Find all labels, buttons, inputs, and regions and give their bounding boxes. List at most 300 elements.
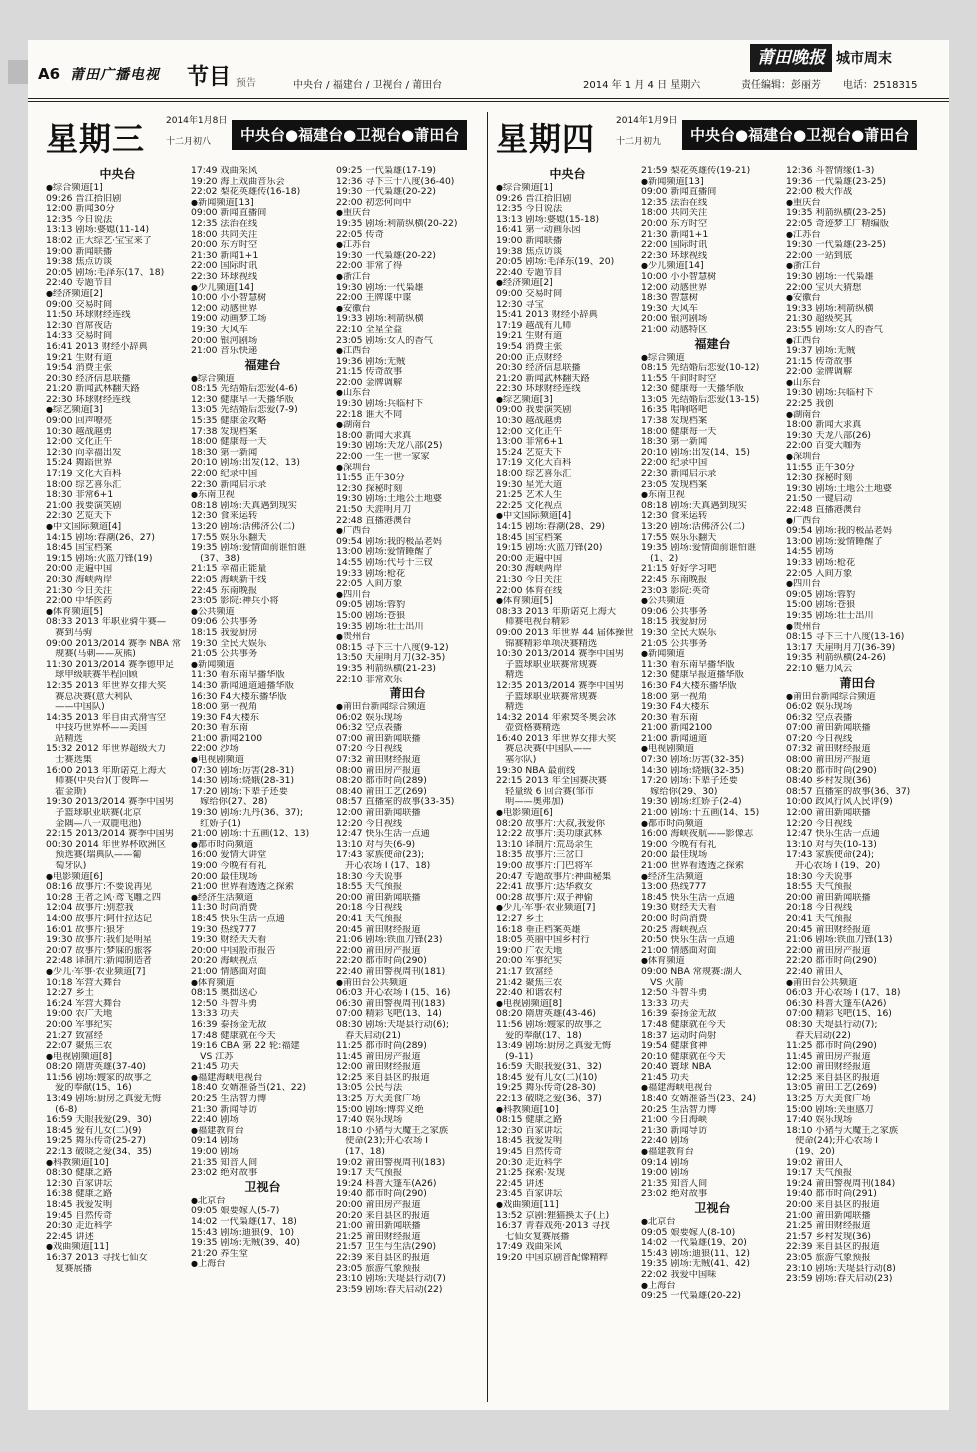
program-entry: 21:45 功夫 xyxy=(191,1062,239,1073)
program-entry: 17:19 文化大百科 xyxy=(46,469,122,480)
channel-heading: ● 中文国际频道[4] xyxy=(46,522,189,533)
program-entry: 17:20 剧场:下辈子还要 xyxy=(191,786,288,797)
program-entry: 14:33 交易时间 xyxy=(46,331,113,342)
program-entry: 18:00 共同关注 xyxy=(191,229,258,240)
brand-subtitle: 城市周末 xyxy=(836,51,892,67)
program-entry: 20:45 莆田财经报道 xyxy=(336,924,421,935)
program-entry: 08:15 寻下三十八度(9-12) xyxy=(336,642,449,653)
day-lunar-date: 十二月初九 xyxy=(616,137,662,147)
program-entry: 15:24 艺览天下 xyxy=(496,447,563,458)
program-entry: 19:30 全民大娱乐 xyxy=(641,627,717,638)
day-date: 2014年1月8日 xyxy=(166,116,228,126)
program-entry: 20:30 看东南 xyxy=(641,712,698,723)
program-entry: 00:28 故事片:双子神偷 xyxy=(496,892,593,903)
program-entry: 19:30 F4大楼东 xyxy=(641,702,710,713)
program-entry: 15:32 2012 年世界超级大力 xyxy=(46,744,167,755)
program-entry: 21:25 艺术人生 xyxy=(496,490,563,501)
channel-heading: ● 四川台 xyxy=(336,590,479,601)
program-entry: 11:55 正午30分 xyxy=(786,462,855,473)
program-entry: 17:48 健康就在今天 xyxy=(641,1019,726,1030)
program-entry: 22:00 中华医药 xyxy=(46,596,113,607)
program-entry: 09:26 晋江拾旧剧 xyxy=(496,193,572,204)
channel-heading: ● 山东台 xyxy=(336,388,479,399)
program-entry: 22:05 入间万象 xyxy=(786,568,853,579)
program-entry: 22:30 环球视线 xyxy=(641,250,708,261)
channel-heading: ● 综合频道 xyxy=(641,353,784,364)
program-entry: 12:00 莆田新闻联播 xyxy=(786,808,871,819)
program-entry: 22:40 莆田警视周刊(181) xyxy=(336,966,446,977)
program-entry: 20:18 今日视线 xyxy=(336,903,403,914)
program-entry: 06:32 空点表播 xyxy=(786,712,853,723)
program-entry: 22:45 讲述 xyxy=(496,1178,544,1189)
program-entry: 20:10 剧场:出发(12、13) xyxy=(191,458,300,469)
program-entry: 22:45 东南晚报 xyxy=(191,585,258,596)
program-entry: 20:25 生活智力博 xyxy=(641,1104,717,1115)
program-entry: 师赛电视台精彩 xyxy=(496,617,570,628)
channel-heading: ● 江苏台 xyxy=(786,230,929,241)
program-entry: 20:00 军事纪实 xyxy=(496,956,563,967)
program-entry: 22:00 宝贝大猜想 xyxy=(786,282,862,293)
program-entry: 17:43 家族使命(23); xyxy=(336,850,425,861)
program-entry: 22:18 谁大不同 xyxy=(336,409,403,420)
listing-column xyxy=(786,166,929,1285)
program-entry: 21:15 好好学习吧 xyxy=(641,564,717,575)
page-header xyxy=(28,40,949,102)
program-entry: 19:35 剧场:爱情面前谁怕谁 xyxy=(641,543,757,554)
program-entry: 14:32 2014 年索契冬奥会冰 xyxy=(496,712,617,723)
program-entry: 12:35 2013 年世界女排大奖 xyxy=(46,680,167,691)
channel-heading: ● 莆田台公共频道 xyxy=(786,978,929,989)
program-entry: 22:39 来自县区的报道 xyxy=(786,1242,880,1253)
program-entry: 16:41 第一动画乐园 xyxy=(496,225,581,236)
program-entry: 21:30 新闻导访 xyxy=(641,1125,708,1136)
channel-heading: ● 贵州台 xyxy=(786,622,929,633)
program-entry: 10:00 政风行风人民评(9) xyxy=(786,797,893,808)
program-entry: 21:20 养生堂 xyxy=(191,1248,248,1259)
editor-phone: 电话：2518315 xyxy=(843,80,918,91)
program-entry: 23:02 绝对故事 xyxy=(191,1168,258,1179)
channel-heading: ● 戏曲频道[11] xyxy=(496,1200,639,1211)
program-entry: 10:28 王者之风·鸢飞雕之四 xyxy=(46,892,162,903)
program-entry: 22:00 金牌调解 xyxy=(786,367,853,378)
program-entry: 18:10 小猪与大魔王之家族 xyxy=(786,1125,899,1136)
program-entry: 19:35 剧场:爱情面前谁怕谁 xyxy=(191,543,307,554)
program-entry: 精选 xyxy=(496,702,524,713)
program-entry: 16:00 海峡夜航——影像志 xyxy=(641,829,754,840)
program-entry: 20:47 专题故事片:神曲秘集 xyxy=(496,871,612,882)
program-entry: 12:30 食来运转 xyxy=(641,511,708,522)
program-entry: 22:00 纪录中国 xyxy=(641,458,708,469)
section-subtitle: 预告 xyxy=(236,78,256,89)
station-heading: 中央台 xyxy=(99,167,136,181)
program-entry: 15:24 舞蹈世界 xyxy=(46,458,113,469)
program-entry: 22:00 体育在线 xyxy=(496,585,563,596)
program-entry: 08:20 隋唐英雄(37-40) xyxy=(46,1062,147,1073)
program-entry: 精选 xyxy=(496,670,524,681)
station-heading: 卫视台 xyxy=(694,1201,731,1215)
program-entry: 09:05 剧场:蓉豹 xyxy=(786,589,856,600)
channel-heading: ● 广西台 xyxy=(786,516,929,527)
program-entry: 16:37 2013 寻找七仙女 xyxy=(46,1252,148,1263)
program-entry: 21:00 世界看透透之探索 xyxy=(641,861,744,871)
program-entry: 12:30 向幸福出发 xyxy=(46,447,122,458)
channel-heading: ● 公共频道 xyxy=(641,596,784,607)
day-divider xyxy=(487,112,488,1402)
channel-heading: ● 体育频道[5] xyxy=(496,596,639,607)
program-entry: 预选赛(瑞典队——葡 xyxy=(46,850,142,861)
program-entry: 12:22 故事片:美功康武林 xyxy=(496,829,602,840)
channel-heading: ● 少儿频道[14] xyxy=(641,261,784,272)
program-entry: 16:00 2013 年斯诺克上海大 xyxy=(46,765,167,776)
program-entry: 19:30 一代枭雄(20-22) xyxy=(336,187,437,198)
program-entry: 19:40 都市时尚(291) xyxy=(786,1189,877,1200)
channel-heading: ● 山东台 xyxy=(786,378,929,389)
program-entry: 22:15 2013 年全国赛决赛 xyxy=(496,776,607,787)
program-entry: 11:55 午间时时空 xyxy=(641,373,717,384)
program-entry: 20:00 走遍中国 xyxy=(46,564,113,575)
program-entry: 子篮球职业联赛常规赛 xyxy=(496,691,598,702)
program-entry: 12:25 来自县区的报道 xyxy=(336,1072,430,1083)
program-entry: 07:32 莆田财经报道 xyxy=(336,755,421,766)
program-entry: 22:00 王牌谍中谍 xyxy=(336,293,412,304)
program-entry: 20:00 银河剧场 xyxy=(641,314,708,325)
program-entry: 21:15 传奇故事 xyxy=(786,356,853,367)
program-entry: 16:40 2013 年世界女排大奖 xyxy=(496,733,617,744)
channel-heading: ● 少儿·军事·农业频道[7] xyxy=(496,903,639,914)
program-entry: 20:07 故事片:梦寐的旅客 xyxy=(46,945,152,956)
program-entry: 19:30 剧场:兵临村下 xyxy=(786,388,874,399)
program-entry: 22:15 2013/2014 赛季中国男 xyxy=(46,829,175,840)
program-entry: 霍金斯) xyxy=(46,786,87,797)
program-entry: 21:15 幸福正能量 xyxy=(191,564,267,575)
program-entry: 13:00 热线777 xyxy=(641,882,707,893)
program-entry: 13:05 先结婚后恋爱(7-9) xyxy=(191,405,298,416)
channel-heading: ● 福建教育台 xyxy=(641,1147,784,1158)
program-entry: 09:06 公共事务 xyxy=(641,606,708,617)
program-entry: 07:30 剧场:厉害(32-35) xyxy=(641,755,745,766)
channel-heading: ● 公共频道 xyxy=(191,607,334,618)
program-entry: 20:30 走近科学 xyxy=(46,1221,113,1232)
program-entry: 17:49 戏曲采风 xyxy=(496,1242,563,1253)
program-entry: 16:24 军营大舞台 xyxy=(46,998,122,1009)
program-entry: 14:15 剧场:春潮(26、27) xyxy=(46,532,155,543)
program-entry: 21:27 致富经 xyxy=(46,1030,103,1041)
program-entry: 18:30 非常6+1 xyxy=(46,490,114,501)
program-entry: 萄牙队) xyxy=(46,861,87,871)
program-entry: 21:45 功夫 xyxy=(641,1072,689,1083)
program-entry: 21:30 新闻1+1 xyxy=(641,229,709,240)
program-entry: 23:02 绝对故事 xyxy=(641,1189,708,1200)
program-entry: (19、20) xyxy=(786,1147,835,1158)
program-entry: 20:25 生活智力博 xyxy=(191,1094,267,1105)
program-entry: 13:20 剧场:活佛济公(二) xyxy=(641,522,745,532)
program-entry: 09:00 2013/2014 赛季 NBA 常 xyxy=(46,638,182,649)
program-entry: 17:40 娱乐现场 xyxy=(786,1115,853,1126)
channel-heading: ● 新闻频道 xyxy=(641,649,784,660)
channel-heading: ● 都市时尚频道 xyxy=(641,819,784,830)
program-entry: 20:00 最佳现场 xyxy=(641,850,708,861)
channel-heading: ● 新闻频道 xyxy=(191,660,334,671)
program-entry: 17:19 文化大百科 xyxy=(496,458,572,469)
program-entry: 12:30 寻宝 xyxy=(496,299,544,310)
program-entry: 18:40 女婿准备当(21、22) xyxy=(191,1083,307,1094)
program-entry: 20:30 经济信息联播 xyxy=(46,373,131,384)
program-entry: 19:00 故事片:门巴将军 xyxy=(496,861,593,871)
program-entry: 23:05 发现档案 xyxy=(641,479,708,490)
program-entry: 18:30 智慧树 xyxy=(641,293,698,304)
program-entry: 21:50 一键启动 xyxy=(786,494,853,505)
program-entry: 19:16 CBA 第 22 轮:福建 xyxy=(191,1041,300,1052)
program-entry: 15:00 剧场:关重感刀 xyxy=(786,1104,874,1115)
program-entry: 09:00 交易时间 xyxy=(46,299,113,310)
listing-column xyxy=(496,166,639,1264)
program-entry: 22:07 聚焦三农 xyxy=(46,1041,113,1052)
program-entry: 18:10 小猪与大魔王之家族 xyxy=(336,1125,449,1136)
program-entry: 明——奥弗加) xyxy=(496,797,564,808)
program-entry: 14:15 剧场:春潮(28、29) xyxy=(496,522,605,532)
program-entry: 13:00 非常6+1 xyxy=(496,437,564,448)
channel-heading: ● 安徽台 xyxy=(786,293,929,304)
program-entry: 21:00 新闻2100 xyxy=(641,723,713,734)
station-heading: 福建台 xyxy=(244,357,281,372)
channel-heading: ● 综艺频道[3] xyxy=(496,395,639,406)
channel-heading: ● 江苏台 xyxy=(336,240,479,251)
program-entry: 12:35 法治在线 xyxy=(191,218,258,229)
program-entry: 12:30 探秘时刻 xyxy=(336,483,403,494)
program-entry: 18:00 第一视角 xyxy=(191,702,258,713)
program-entry: 19:21 生财有道 xyxy=(46,352,113,363)
program-entry: 23:05 旅游气象预报 xyxy=(336,1263,421,1274)
program-entry: 09:54 剧场:我的极品老妈 xyxy=(786,526,892,537)
program-entry: 21:15 传奇故事 xyxy=(336,367,403,378)
program-entry: 09:00 回声嘹亮 xyxy=(46,416,113,427)
program-entry: 19:30 剧场:红娇子(2-4) xyxy=(641,797,742,808)
channel-heading: ● 深圳台 xyxy=(786,452,929,463)
program-entry: 15:43 剧场:迪狼(9、10) xyxy=(191,1227,295,1238)
program-entry: 12:30 健康早一天播华版 xyxy=(191,394,294,405)
program-entry: 06:02 娱乐现场 xyxy=(336,712,403,723)
program-entry: 金隅—八一双鹿电池) xyxy=(46,818,142,829)
program-entry: 22:05 奇迹梦工厂精编版 xyxy=(786,218,889,229)
program-entry: 塞尔队) xyxy=(496,755,537,766)
program-entry: 11:45 莆田房产报道 xyxy=(786,1051,871,1062)
program-entry: 09:05 娘要嫁人(8-10) xyxy=(641,1227,736,1238)
program-entry: 18:30 今天说事 xyxy=(786,871,853,882)
program-entry: 22:30 新闻启示录 xyxy=(641,469,717,480)
program-entry: 球甲级联赛半程回顾 xyxy=(46,670,138,681)
program-entry: 08:15 健康之路 xyxy=(496,1115,563,1126)
channel-heading: ● 科教频道[10] xyxy=(496,1105,639,1116)
program-entry: ——中国队) xyxy=(46,702,105,713)
program-entry: 19:30 全民大娱乐 xyxy=(191,638,267,649)
program-entry: 09:14 剧场 xyxy=(191,1136,239,1147)
program-entry: 21:20 新闻武林翻天路 xyxy=(496,373,590,384)
program-entry: 06:30 莆田警视周刊(183) xyxy=(336,998,446,1009)
program-entry: 11:50 环球财经连线 xyxy=(46,310,131,321)
program-entry: 20:05 剧场:毛泽东(19、20) xyxy=(496,257,615,268)
program-entry: 19:38 焦点访谈 xyxy=(496,246,563,257)
program-entry: 20:00 来自县区的报道 xyxy=(786,1200,880,1210)
header-rule xyxy=(28,98,949,99)
program-entry: 14:02 一代枭雄(17、18) xyxy=(191,1217,297,1227)
program-entry: 17:19 越战有儿师 xyxy=(496,320,572,331)
program-entry: 19:30 剧场:兵临村下 xyxy=(336,399,424,410)
program-entry: 09:00 新闻直播间 xyxy=(641,187,717,198)
program-entry: 18:30 今天说事 xyxy=(336,871,403,882)
channel-heading: ● 广西台 xyxy=(336,526,479,537)
program-entry: 22:00 国际时讯 xyxy=(641,240,708,251)
program-entry: 12:30 健康早报道播华版 xyxy=(641,670,744,681)
channel-heading: ● 北京台 xyxy=(641,1217,784,1228)
program-entry: 17:40 娱乐现场 xyxy=(336,1115,403,1126)
issue-date: 2014 年 1 月 4 日 星期六 xyxy=(583,80,701,91)
program-entry: 19:30 故事片:我们是明星 xyxy=(46,935,152,946)
program-entry: 22:39 来自县区的报道 xyxy=(336,1252,430,1263)
program-entry: 12:35 法治在线 xyxy=(641,197,708,208)
program-entry: 七仙女复赛展播 xyxy=(496,1231,570,1242)
channel-heading: ● 少儿频道[14] xyxy=(191,283,334,294)
program-entry: 19:35 剧场:壮士出川 xyxy=(336,621,424,632)
program-entry: 11:25 都市时尚(290) xyxy=(786,1041,877,1052)
program-entry: 18:37 运动时尚射 xyxy=(641,1030,717,1041)
program-entry: 19:30 剧场:一代枭雄 xyxy=(786,271,874,282)
program-entry: 19:45 自然传奇 xyxy=(46,1210,113,1221)
program-entry: 12:36 寻下三十八度(36-40) xyxy=(336,176,455,187)
channel-heading: ● 综合频道 xyxy=(191,374,334,385)
program-entry: 20:05 剧场:毛泽东(17、18) xyxy=(46,267,165,278)
program-entry: 18:00 新闻大求真 xyxy=(336,430,412,441)
program-entry: (1、2) xyxy=(641,553,679,564)
program-entry: 开心农场 I (19、20) xyxy=(786,861,881,871)
program-entry: 21:57 卫生与生活(290) xyxy=(336,1242,437,1253)
program-entry: 16:18 垂正档案英雄 xyxy=(496,924,581,935)
day-title: 星期四 xyxy=(496,120,596,158)
program-entry: 08:15 寻下三十八度(13-16) xyxy=(786,632,905,643)
program-entry: 复赛展播 xyxy=(46,1263,92,1274)
program-entry: 爱的奉献(15、16) xyxy=(46,1083,132,1094)
program-entry: 20:41 天气预报 xyxy=(786,913,853,924)
program-entry: 19:33 剧场:利箭纵横 xyxy=(786,303,874,314)
channel-heading: ● 上海台 xyxy=(191,1259,334,1270)
channel-heading: ● 综合频道[1] xyxy=(496,183,639,194)
program-entry: 16:38 健康之路 xyxy=(46,1189,113,1200)
channel-heading: ● 贵州台 xyxy=(336,632,479,643)
program-entry: 08:20 都市时尚(289) xyxy=(336,776,427,787)
program-entry: 09:00 NBA 常规赛:湖人 xyxy=(641,966,742,977)
program-entry: 20:00 莆田新闻联播 xyxy=(786,892,871,903)
channel-heading: ● 都市时尚频道 xyxy=(191,840,334,851)
program-entry: 22:00 金牌调解 xyxy=(336,377,403,388)
program-entry: 12:36 斗智情缘(1-3) xyxy=(786,166,875,176)
program-entry: 19:30 一代枭雄(23-25) xyxy=(786,240,887,251)
channel-heading: ● 东南卫视 xyxy=(191,490,334,501)
program-entry: 赛总决赛(意大利队 xyxy=(46,691,133,702)
program-entry: 21:35 知音人间 xyxy=(641,1178,708,1189)
section-title: 节目 xyxy=(187,65,232,90)
channel-heading: ● 东南卫视 xyxy=(641,490,784,501)
program-entry: 22:30 环球视线 xyxy=(191,271,258,282)
program-entry: 中技巧世界杯——美国 xyxy=(46,723,148,734)
program-entry: 21:17 致富经 xyxy=(496,966,553,977)
program-entry: 18:45 爱有儿女(二)(10) xyxy=(496,1072,598,1083)
program-entry: 13:05 公民与法 xyxy=(336,1083,403,1094)
program-entry: 12:47 快乐生活一点通 xyxy=(336,829,430,840)
program-entry: 19:20 中国京剧音配像精粹 xyxy=(496,1252,609,1263)
program-entry: 19:30 大风车 xyxy=(191,324,248,335)
program-entry: 21:00 莆田新闻联播 xyxy=(336,1221,421,1232)
program-entry: 13:33 功夫 xyxy=(641,998,689,1009)
program-entry: 19:30 F4大楼东 xyxy=(191,712,260,723)
editor-credit: 责任编辑：彭丽芳 xyxy=(741,80,821,91)
program-entry: 19:30 2013/2014 赛季中国男 xyxy=(46,797,175,808)
program-entry: 21:05 公共事务 xyxy=(641,638,708,649)
program-entry: 嫁给你(27、28) xyxy=(191,797,268,808)
program-entry: 14:00 故事片:阿什拉达记 xyxy=(46,913,152,924)
program-entry: 18:40 女婿准备当(23、24) xyxy=(641,1094,757,1105)
program-entry: 22:45 东南晚报 xyxy=(641,574,708,585)
program-entry: 22:00 莆田房产报道 xyxy=(786,945,871,956)
program-entry: 22:00 沙场 xyxy=(191,744,239,755)
program-entry: 22:48 直播港澳台 xyxy=(336,515,412,526)
channel-heading: ● 北京台 xyxy=(191,1196,334,1207)
program-entry: 23:59 剧场:春天启动(22) xyxy=(336,1284,443,1295)
listing-column xyxy=(191,166,334,1270)
program-entry: 20:00 军事纪实 xyxy=(46,1019,113,1030)
program-entry: 08:57 直播室的故事(33-35) xyxy=(336,797,455,808)
program-entry: 12:00 莆田财经报道 xyxy=(786,1062,871,1073)
program-entry: 19:35 利箭纵横(24-26) xyxy=(786,653,887,664)
program-entry: 21:00 剧场:十五画(12、13) xyxy=(191,829,310,840)
program-entry: 19:00 剧场 xyxy=(191,1147,239,1158)
program-entry: 12:00 文化正午 xyxy=(496,426,563,437)
program-entry: 14:02 一代枭雄(19、20) xyxy=(641,1238,747,1249)
listing-column xyxy=(46,166,189,1274)
program-entry: 16:01 故事片:狼牙 xyxy=(46,924,125,935)
program-entry: 15:43 剧场:迪狼(11、12) xyxy=(641,1248,750,1259)
program-entry: 21:30 新闻导访 xyxy=(191,1104,258,1115)
program-entry: 15:35 健康金攻略 xyxy=(191,416,267,427)
program-entry: 22:25 我创 xyxy=(786,399,834,410)
program-entry: 21:00 今日海峡 xyxy=(641,1115,708,1126)
program-entry: 19:30 天龙八部(26) xyxy=(786,430,872,441)
program-entry: 09:00 我要演笑剧 xyxy=(496,405,572,416)
program-entry: 08:33 2013 年职业骑牛赛— xyxy=(46,617,167,628)
program-entry: 09:05 娘要嫁人(5-7) xyxy=(191,1206,280,1217)
program-entry: 13:49 剧场:厨房之真爱无悔 xyxy=(46,1094,162,1105)
program-entry: 20:20 海峡视点 xyxy=(191,956,258,967)
channel-heading: ● 重庆台 xyxy=(336,208,479,219)
channel-heading: ● 莆田台公共频道 xyxy=(336,978,479,989)
program-entry: 13:00 剧场:爱情睡醒了 xyxy=(786,536,883,547)
channel-heading: ● 少儿·军事·农业频道[7] xyxy=(46,967,189,978)
program-entry: 21:25 莆田财经报道 xyxy=(786,1221,871,1232)
program-entry: 22:25 文化视点 xyxy=(496,500,563,511)
program-entry: 20:10 剧场:出发(14、15) xyxy=(641,447,750,458)
channel-heading: ● 四川台 xyxy=(786,579,929,590)
program-entry: 22:00 非常了得 xyxy=(336,261,403,272)
program-entry: 18:00 健康每一天 xyxy=(191,437,267,448)
listing-column xyxy=(641,166,784,1302)
program-entry: 08:33 2013 年斯诺克上海大 xyxy=(496,606,617,617)
program-entry: 18:45 国宝档案 xyxy=(46,543,113,554)
program-entry: 18:30 第一新闻 xyxy=(641,437,708,448)
program-entry: 20:00 走遍中国 xyxy=(496,553,563,564)
program-entry: 22:05 入间万象 xyxy=(336,579,403,590)
program-entry: 22:40 专题节目 xyxy=(46,278,113,289)
program-entry: 18:00 共同关注 xyxy=(641,208,708,219)
program-entry: 21:30 今日关注 xyxy=(496,574,563,585)
channel-heading: ● 新闻频道[13] xyxy=(191,198,334,209)
